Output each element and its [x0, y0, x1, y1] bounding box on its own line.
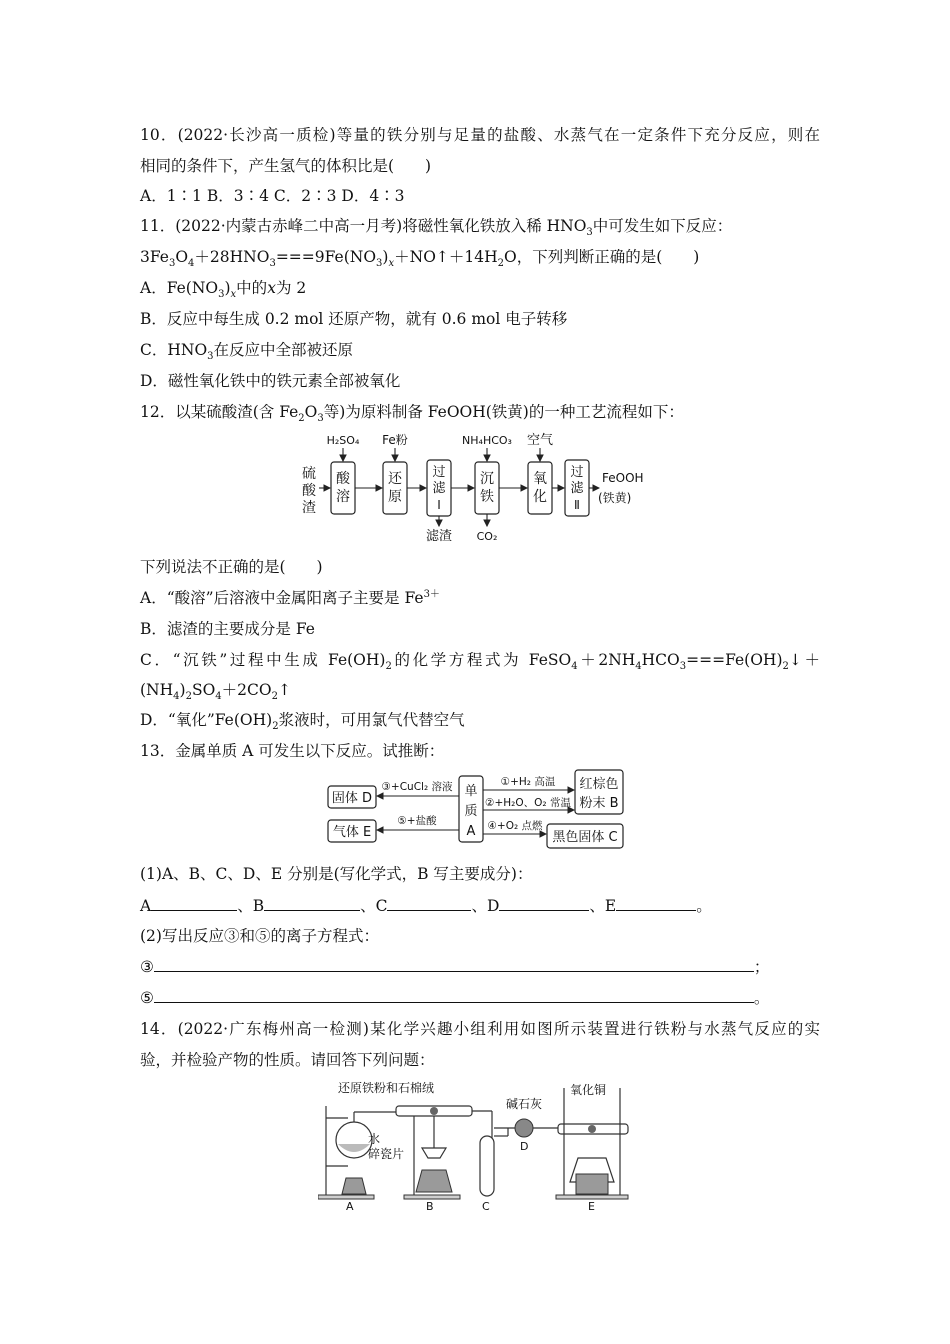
q13-part1: (1)A、B、C、D、E 分别是(写化学式，B 写主要成分)：	[140, 865, 533, 883]
reaction-4: ④+O₂ 点燃	[487, 820, 543, 832]
q12-line1: 12．以某硫酸渣(含 $Fe_2O_3$等)为原料制备 FeOOH(铁黄)的一种工艺流程如下：	[140, 403, 684, 425]
q14-line1: 14．(2022·广东梅州高一检测)某化学兴趣小组利用如图所示装置进行铁粉与水蒸气反应的实	[140, 1020, 820, 1038]
test-tube-c	[480, 1136, 494, 1196]
q12-option-a: A．“酸溶”后溶液中金属阳离子主要是 $Fe^{3+}$	[140, 588, 440, 607]
flow-product-name: (铁黄)	[598, 491, 632, 505]
reaction-1: ①+H₂ 高温	[500, 776, 556, 788]
lamp-e	[576, 1174, 608, 1194]
q11-equation: $3Fe_3O_4+28HNO_3===9Fe(NO_3)_x+NO↑+14H_2O$，下列判断正确的是( )	[140, 248, 700, 270]
label-d: D	[520, 1140, 529, 1153]
q10-options: A．1∶1 B．3∶4 C．2∶3 D．4∶3	[140, 187, 405, 205]
flow-box-filter1-3: Ⅰ	[437, 498, 441, 512]
element-a-2: 质	[464, 804, 478, 819]
flow-input-air: 空气	[526, 433, 554, 448]
q13-stem: 13．金属单质 A 可发生以下反应。试推断：	[140, 742, 445, 760]
blank-c[interactable]	[387, 894, 471, 911]
q12-option-b: B．滤渣的主要成分是 Fe	[140, 620, 315, 638]
flow-output-residue: 滤渣	[425, 529, 453, 544]
flask-a	[336, 1122, 372, 1158]
reaction-2: ②+H₂O、O₂ 常温	[485, 797, 571, 809]
label-iron-powder: 还原铁粉和石棉绒	[338, 1081, 435, 1095]
stand-base-b	[404, 1195, 460, 1199]
label-e: E	[588, 1200, 595, 1213]
apparatus-diagram	[318, 1078, 636, 1214]
stand-base-e	[556, 1195, 628, 1199]
label-powder-b-2: 粉末 B	[579, 796, 619, 811]
q12-option-d: D．“氧化$”Fe(OH)_2$浆液时，可用氯气代替空气	[140, 711, 465, 733]
flow-box-filter1-2: 滤	[432, 481, 446, 496]
label-c: C	[482, 1200, 490, 1213]
label-cuo: 氧化铜	[570, 1083, 607, 1097]
flow-box-oxidize-2: 化	[533, 489, 547, 505]
label-powder-b-1: 红棕色	[579, 777, 619, 792]
flow-box-reduce-1: 还	[388, 471, 402, 487]
flow-box-acid-2: 溶	[336, 489, 350, 505]
flow-start-2: 酸	[302, 483, 316, 499]
label-solid-d: 固体 D	[331, 791, 373, 806]
q11-option-a: A．$Fe(NO_3)_x$中的x为 2	[140, 279, 307, 301]
label-b: B	[426, 1200, 434, 1213]
lamp-b	[416, 1170, 452, 1192]
q14-line2: 验，并检验产物的性质。请回答下列问题：	[140, 1051, 435, 1069]
process-flow-diagram	[295, 430, 665, 548]
blank-d[interactable]	[499, 894, 589, 911]
q11-line1: 11．(2022·内蒙古赤峰二中高一月考)将磁性氧化铁放入稀 $HNO_3$中可发生如下反应：	[140, 217, 733, 239]
lamp-a	[342, 1178, 366, 1194]
q12-option-c-line1: C．“沉铁”过程中生成 $Fe(OH)_2$的化学方程式为 $FeSO_4+2NH_4HCO_3===Fe(OH)_2↓+$	[140, 651, 820, 673]
label-chips: 碎瓷片	[368, 1147, 405, 1161]
q12-question: 下列说法不正确的是( )	[140, 558, 323, 576]
label-black-c: 黑色固体 C	[552, 830, 618, 845]
q12-option-c-line2: $(NH_4)_2SO_4+2CO_2↑$	[140, 681, 291, 703]
flow-start-3: 渣	[302, 500, 316, 516]
q13-answer-blanks: A 、B 、C 、D 、E 。	[140, 894, 820, 917]
q10-line2: 相同的条件下，产生氢气的体积比是( )	[140, 157, 432, 175]
flow-start-1: 硫	[302, 466, 316, 482]
flow-input-h2so4: H₂SO₄	[326, 434, 360, 447]
stand-base-a	[318, 1195, 374, 1199]
label-water: 水	[368, 1132, 381, 1146]
blank-equation-5[interactable]	[154, 986, 754, 1003]
blank-b[interactable]	[264, 894, 360, 911]
q13-eq3-blank: ③ ；	[140, 955, 820, 978]
blank-equation-3[interactable]	[154, 955, 754, 972]
q11-option-d: D．磁性氧化铁中的铁元素全部被氧化	[140, 372, 401, 390]
flow-box-filter1-1: 过	[432, 465, 446, 480]
flow-box-oxidize	[528, 462, 552, 514]
blank-e[interactable]	[616, 894, 696, 911]
flow-box-filter2-3: Ⅱ	[574, 498, 580, 512]
flow-box-reduce	[383, 462, 407, 514]
label-a: A	[346, 1200, 354, 1213]
flow-box-acid-1: 酸	[336, 471, 350, 487]
q10-line1: 10．(2022·长沙高一质检)等量的铁分别与足量的盐酸、水蒸气在一定条件下充分反应，则在	[140, 126, 820, 144]
element-a-1: 单	[464, 784, 478, 799]
blank-a[interactable]	[151, 894, 237, 911]
flow-output-co2: CO₂	[476, 530, 498, 543]
flow-box-acid	[331, 462, 355, 514]
reaction-3: ③+CuCl₂ 溶液	[381, 781, 453, 793]
flow-box-precip-1: 沉	[480, 471, 494, 487]
label-soda-lime: 碱石灰	[506, 1097, 543, 1111]
flow-box-reduce-2: 原	[388, 489, 402, 505]
flow-box-filter2-1: 过	[570, 465, 584, 480]
q13-part2: (2)写出反应③和⑤的离子方程式：	[140, 927, 379, 945]
reaction-5: ⑤+盐酸	[397, 815, 437, 827]
q13-eq5-blank: ⑤ 。	[140, 986, 820, 1009]
flow-input-fe: Fe粉	[382, 433, 408, 447]
flow-box-precip-2: 铁	[480, 489, 494, 505]
element-a-3: A	[466, 824, 476, 839]
q11-option-c: C．$HNO_3$在反应中全部被还原	[140, 341, 354, 363]
label-gas-e: 气体 E	[332, 825, 372, 840]
flow-box-oxidize-1: 氧	[533, 471, 547, 487]
flow-box-filter2-2: 滤	[570, 481, 584, 496]
drying-tube-d	[515, 1119, 533, 1137]
reaction-diagram	[325, 766, 627, 852]
flow-input-nh4hco3: NH₄HCO₃	[462, 434, 512, 447]
flow-box-precip	[475, 462, 499, 514]
q11-option-b: B．反应中每生成 0.2 mol 还原产物，就有 0.6 mol 电子转移	[140, 310, 568, 328]
flow-product-formula: FeOOH	[602, 471, 644, 485]
